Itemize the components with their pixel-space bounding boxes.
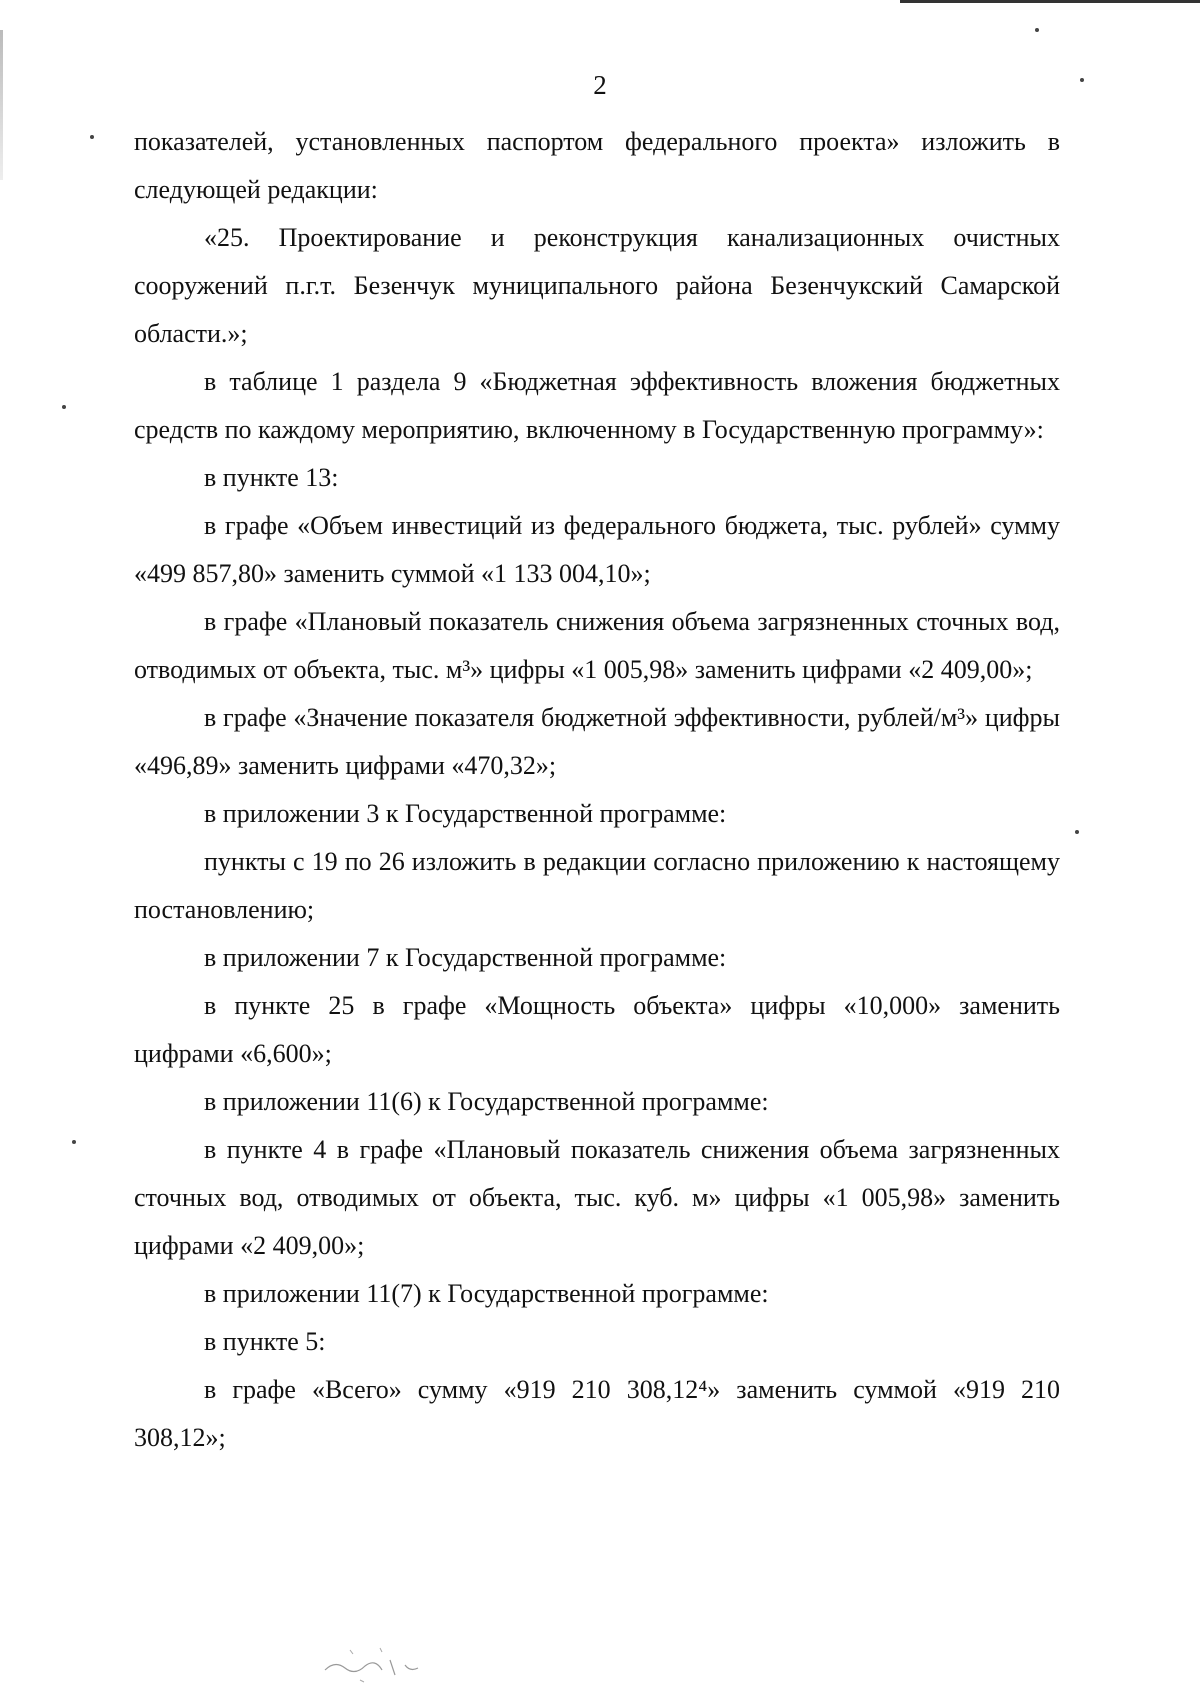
scan-speck	[1035, 28, 1039, 32]
paragraph-continuation: показателей, установленных паспортом федерального проекта» изложить в следующей редакции:	[134, 127, 1060, 204]
left-edge-mark	[0, 30, 3, 180]
paragraph-appendix-11-6: в приложении 11(6) к Государственной программе:	[204, 1087, 769, 1116]
scan-speck	[72, 1140, 76, 1144]
paragraph-table-1: в таблице 1 раздела 9 «Бюджетная эффективность вложения бюджетных средств по каждому мероприятию, включенному в Государственную программу»:	[134, 367, 1060, 444]
page-number: 2	[593, 70, 607, 100]
document-body	[134, 118, 1060, 1462]
paragraph-appendix-3: в приложении 3 к Государственной программе:	[204, 799, 727, 828]
paragraph-point-4: в пункте 4 в графе «Плановый показатель снижения объема загрязненных сточных вод, отводимых от объекта, тыс. куб. м» цифры «1 005,98» заменить цифрами «2 409,00»;	[134, 1135, 1060, 1260]
paragraph-points-19-26: пункты с 19 по 26 изложить в редакции согласно приложению к настоящему постановлению;	[134, 847, 1060, 924]
paragraph-planned-indicator: в графе «Плановый показатель снижения объема загрязненных сточных вод, отводимых от объекта, тыс. м³» цифры «1 005,98» заменить цифрами «2 409,00»;	[134, 607, 1060, 684]
paragraph-investment-volume: в графе «Объем инвестиций из федерального бюджета, тыс. рублей» сумму «499 857,80» заменить суммой «1 133 004,10»;	[134, 511, 1060, 588]
scan-scribble	[320, 1640, 430, 1690]
paragraph-point-25-capacity: в пункте 25 в графе «Мощность объекта» цифры «10,000» заменить цифрами «6,600»;	[134, 991, 1060, 1068]
top-edge-rule	[900, 0, 1200, 3]
paragraph-efficiency-value: в графе «Значение показателя бюджетной эффективности, рублей/м³» цифры «496,89» заменить цифрами «470,32»;	[134, 703, 1060, 780]
paragraph-point-13: в пункте 13:	[204, 463, 339, 492]
paragraph-item-25: «25. Проектирование и реконструкция канализационных очистных сооружений п.г.т. Безенчук муниципального района Безенчукский Самарской области.»;	[134, 223, 1060, 348]
paragraph-point-5: в пункте 5:	[204, 1327, 326, 1356]
scan-speck	[1075, 830, 1079, 834]
paragraph-appendix-7: в приложении 7 к Государственной программе:	[204, 943, 727, 972]
paragraph-appendix-11-7: в приложении 11(7) к Государственной программе:	[204, 1279, 769, 1308]
scan-speck	[90, 135, 94, 139]
paragraph-total-sum: в графе «Всего» сумму «919 210 308,12⁴» заменить суммой «919 210 308,12»;	[134, 1375, 1060, 1452]
scan-speck	[62, 405, 66, 409]
